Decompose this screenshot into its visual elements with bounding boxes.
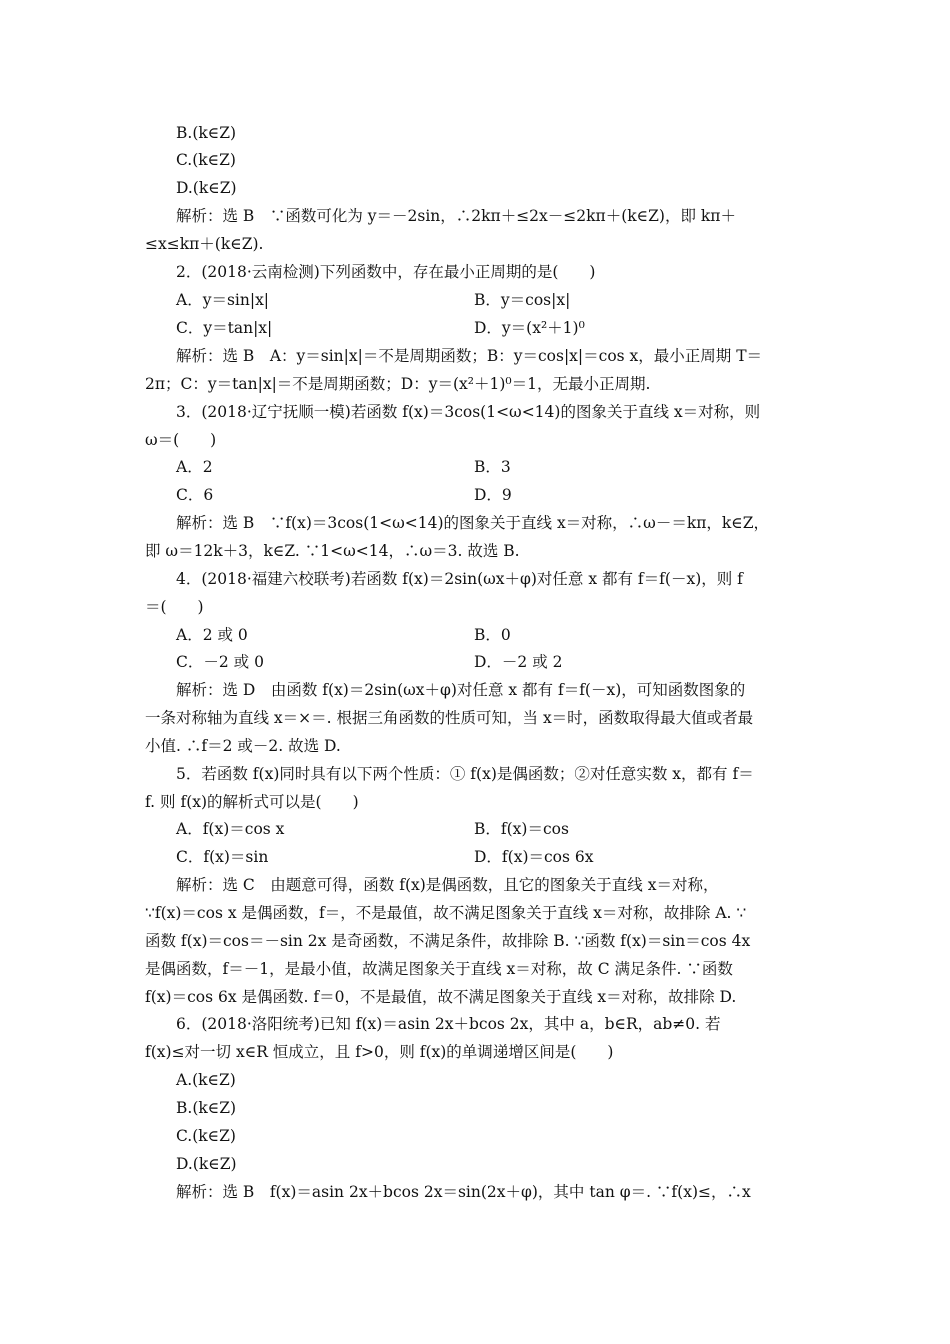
text-line: 函数 f(x)＝cos＝－sin 2x 是奇函数，不满足条件，故排除 B. ∵函数 f(x)＝sin＝cos 4x (145, 932, 751, 950)
text-line: 6．(2018·洛阳统考)已知 f(x)＝asin 2x＋bcos 2x，其中 a，b∈R，ab≠0. 若 (176, 1015, 721, 1033)
text-line: C.(k∈Z) (176, 151, 236, 169)
text-line: 解析：选 B f(x)＝asin 2x＋bcos 2x＝sin(2x＋φ)，其中 tan φ＝. ∵f(x)≤，∴x (176, 1183, 751, 1201)
text-line: D.(k∈Z) (176, 1155, 237, 1173)
option-row: A．y＝sin|x| B．y＝cos|x| (176, 291, 571, 309)
text-line: B.(k∈Z) (176, 124, 237, 142)
text-line: A.(k∈Z) (176, 1071, 236, 1089)
text-line: B.(k∈Z) (176, 1099, 237, 1117)
text-line: 解析：选 B ∵函数可化为 y＝－2sin，∴2kπ＋≤2x－≤2kπ＋(k∈Z)，即 kπ＋ (176, 207, 736, 225)
text-line: 3．(2018·辽宁抚顺一模)若函数 f(x)＝3cos(1<ω<14)的图象关于直线 x＝对称，则 (176, 403, 761, 421)
option-row: C．6 D．9 (176, 486, 512, 504)
text-line: 5．若函数 f(x)同时具有以下两个性质：① f(x)是偶函数；②对任意实数 x，都有 f＝ (176, 765, 754, 783)
text-line: 解析：选 B ∵f(x)＝3cos(1<ω<14)的图象关于直线 x＝对称，∴ω－＝kπ，k∈Z， (176, 514, 770, 532)
text-line: 即 ω＝12k＋3，k∈Z. ∵1<ω<14，∴ω＝3. 故选 B. (145, 542, 520, 560)
text-line: 解析：选 D 由函数 f(x)＝2sin(ωx＋φ)对任意 x 都有 f＝f(－x)，可知函数图象的 (176, 681, 746, 699)
option-row: C．y＝tan|x| D．y＝(x²＋1)⁰ (176, 319, 585, 337)
text-line: 2．(2018·云南检测)下列函数中，存在最小正周期的是( ) (176, 263, 596, 281)
option-row: A．2 B．3 (176, 458, 511, 476)
text-line: ∵f(x)＝cos x 是偶函数，f＝，不是最值，故不满足图象关于直线 x＝对称，故排除 A. ∵ (145, 904, 747, 922)
option-row: C．－2 或 0 D．－2 或 2 (176, 653, 563, 671)
text-line: C.(k∈Z) (176, 1127, 236, 1145)
text-line: ＝( ) (145, 598, 204, 616)
text-line: 解析：选 B A：y＝sin|x|＝不是周期函数；B：y＝cos|x|＝cos x，最小正周期 T＝ (176, 347, 763, 365)
text-line: f. 则 f(x)的解析式可以是( ) (145, 793, 359, 811)
text-line: 4．(2018·福建六校联考)若函数 f(x)＝2sin(ωx＋φ)对任意 x 都有 f＝f(－x)，则 f (176, 570, 743, 588)
text-line: 小值. ∴f＝2 或－2. 故选 D. (145, 737, 341, 755)
text-line: f(x)≤对一切 x∈R 恒成立，且 f>0，则 f(x)的单调递增区间是( ) (145, 1043, 614, 1061)
text-line: ω＝( ) (145, 431, 217, 449)
text-line: 2π；C：y＝tan|x|＝不是周期函数；D：y＝(x²＋1)⁰＝1，无最小正周期. (145, 375, 651, 393)
text-line: 是偶函数，f＝－1，是最小值，故满足图象关于直线 x＝对称，故 C 满足条件. ∵函数 (145, 960, 733, 978)
option-row: A．f(x)＝cos x B．f(x)＝cos (176, 820, 569, 838)
text-line: ≤x≤kπ＋(k∈Z). (145, 235, 264, 253)
option-row: C．f(x)＝sin D．f(x)＝cos 6x (176, 848, 594, 866)
option-row: A．2 或 0 B．0 (176, 626, 511, 644)
text-line: f(x)＝cos 6x 是偶函数. f＝0，不是最值，故不满足图象关于直线 x＝对称，故排除 D. (145, 988, 737, 1006)
text-line: 解析：选 C 由题意可得，函数 f(x)是偶函数，且它的图象关于直线 x＝对称， (176, 876, 719, 894)
text-line: D.(k∈Z) (176, 179, 237, 197)
text-line: 一条对称轴为直线 x＝×＝. 根据三角函数的性质可知，当 x＝时，函数取得最大值或者最 (145, 709, 754, 727)
